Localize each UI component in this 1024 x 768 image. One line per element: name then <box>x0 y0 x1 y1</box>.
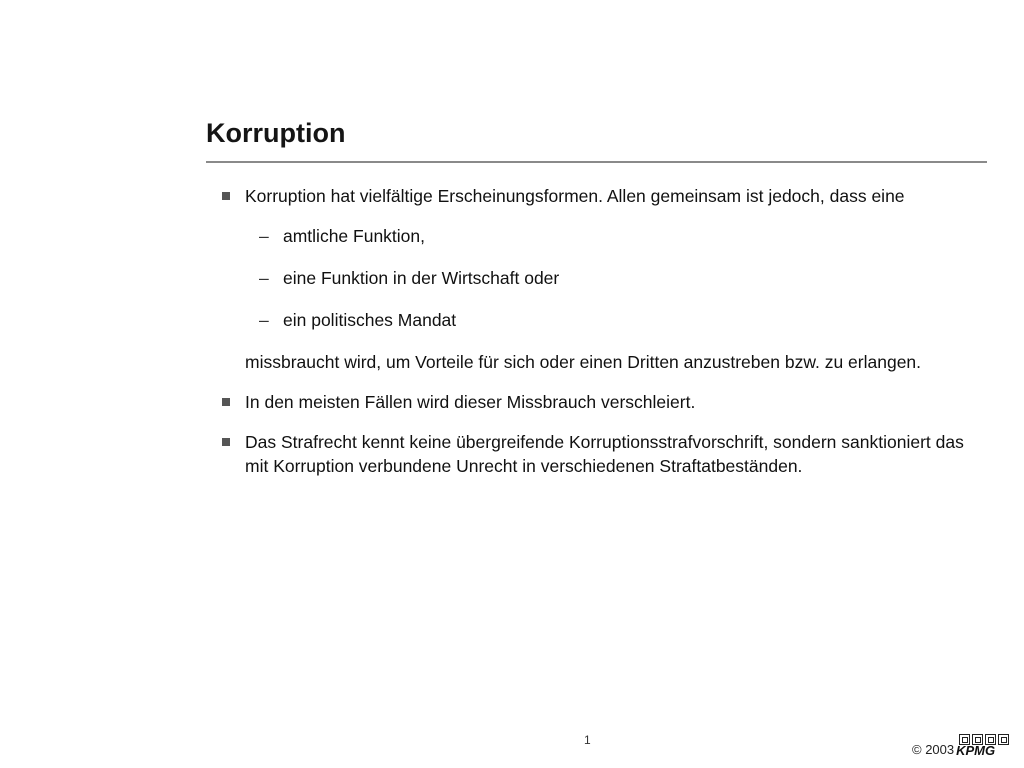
sub-item-text: ein politisches Mandat <box>283 310 457 330</box>
dash-icon: – <box>259 268 269 288</box>
copyright-text: © 2003 <box>912 742 955 757</box>
kpmg-logo <box>956 734 1008 758</box>
bullet-text: Korruption hat vielfältige Erscheinungsformen. Allen gemeinsam ist jedoch, dass eine <box>245 186 905 206</box>
sub-item <box>206 224 976 248</box>
page-number: 1 <box>584 733 591 747</box>
dash-icon: – <box>259 310 269 330</box>
square-bullet-icon <box>222 438 230 446</box>
sub-item-text: amtliche Funktion, <box>283 226 426 246</box>
bullet-text: Das Strafrecht kennt keine übergreifende Korruptionsstrafvorschrift, sondern sanktioniert das mit Korruption verbundene Unrecht in verschiedenen Straftatbeständen. <box>245 432 964 476</box>
sub-item-text: eine Funktion in der Wirtschaft oder <box>283 268 560 288</box>
slide-title: Korruption <box>206 118 346 148</box>
square-bullet-icon <box>222 192 230 200</box>
dash-icon: – <box>259 226 269 246</box>
slide-content <box>206 184 976 494</box>
continuation-text: missbraucht wird, um Vorteile für sich oder einen Dritten anzustreben bzw. zu erlangen. <box>245 352 922 372</box>
square-bullet-icon <box>222 398 230 406</box>
logo-text: KPMG <box>956 743 996 758</box>
title-divider <box>206 161 987 163</box>
bullet-item <box>206 390 976 414</box>
sub-item <box>206 308 976 332</box>
bullet-item <box>206 430 976 478</box>
footer <box>912 734 1008 758</box>
bullet-text: In den meisten Fällen wird dieser Missbrauch verschleiert. <box>245 392 696 412</box>
sub-item <box>206 266 976 290</box>
bullet-item <box>206 184 976 208</box>
